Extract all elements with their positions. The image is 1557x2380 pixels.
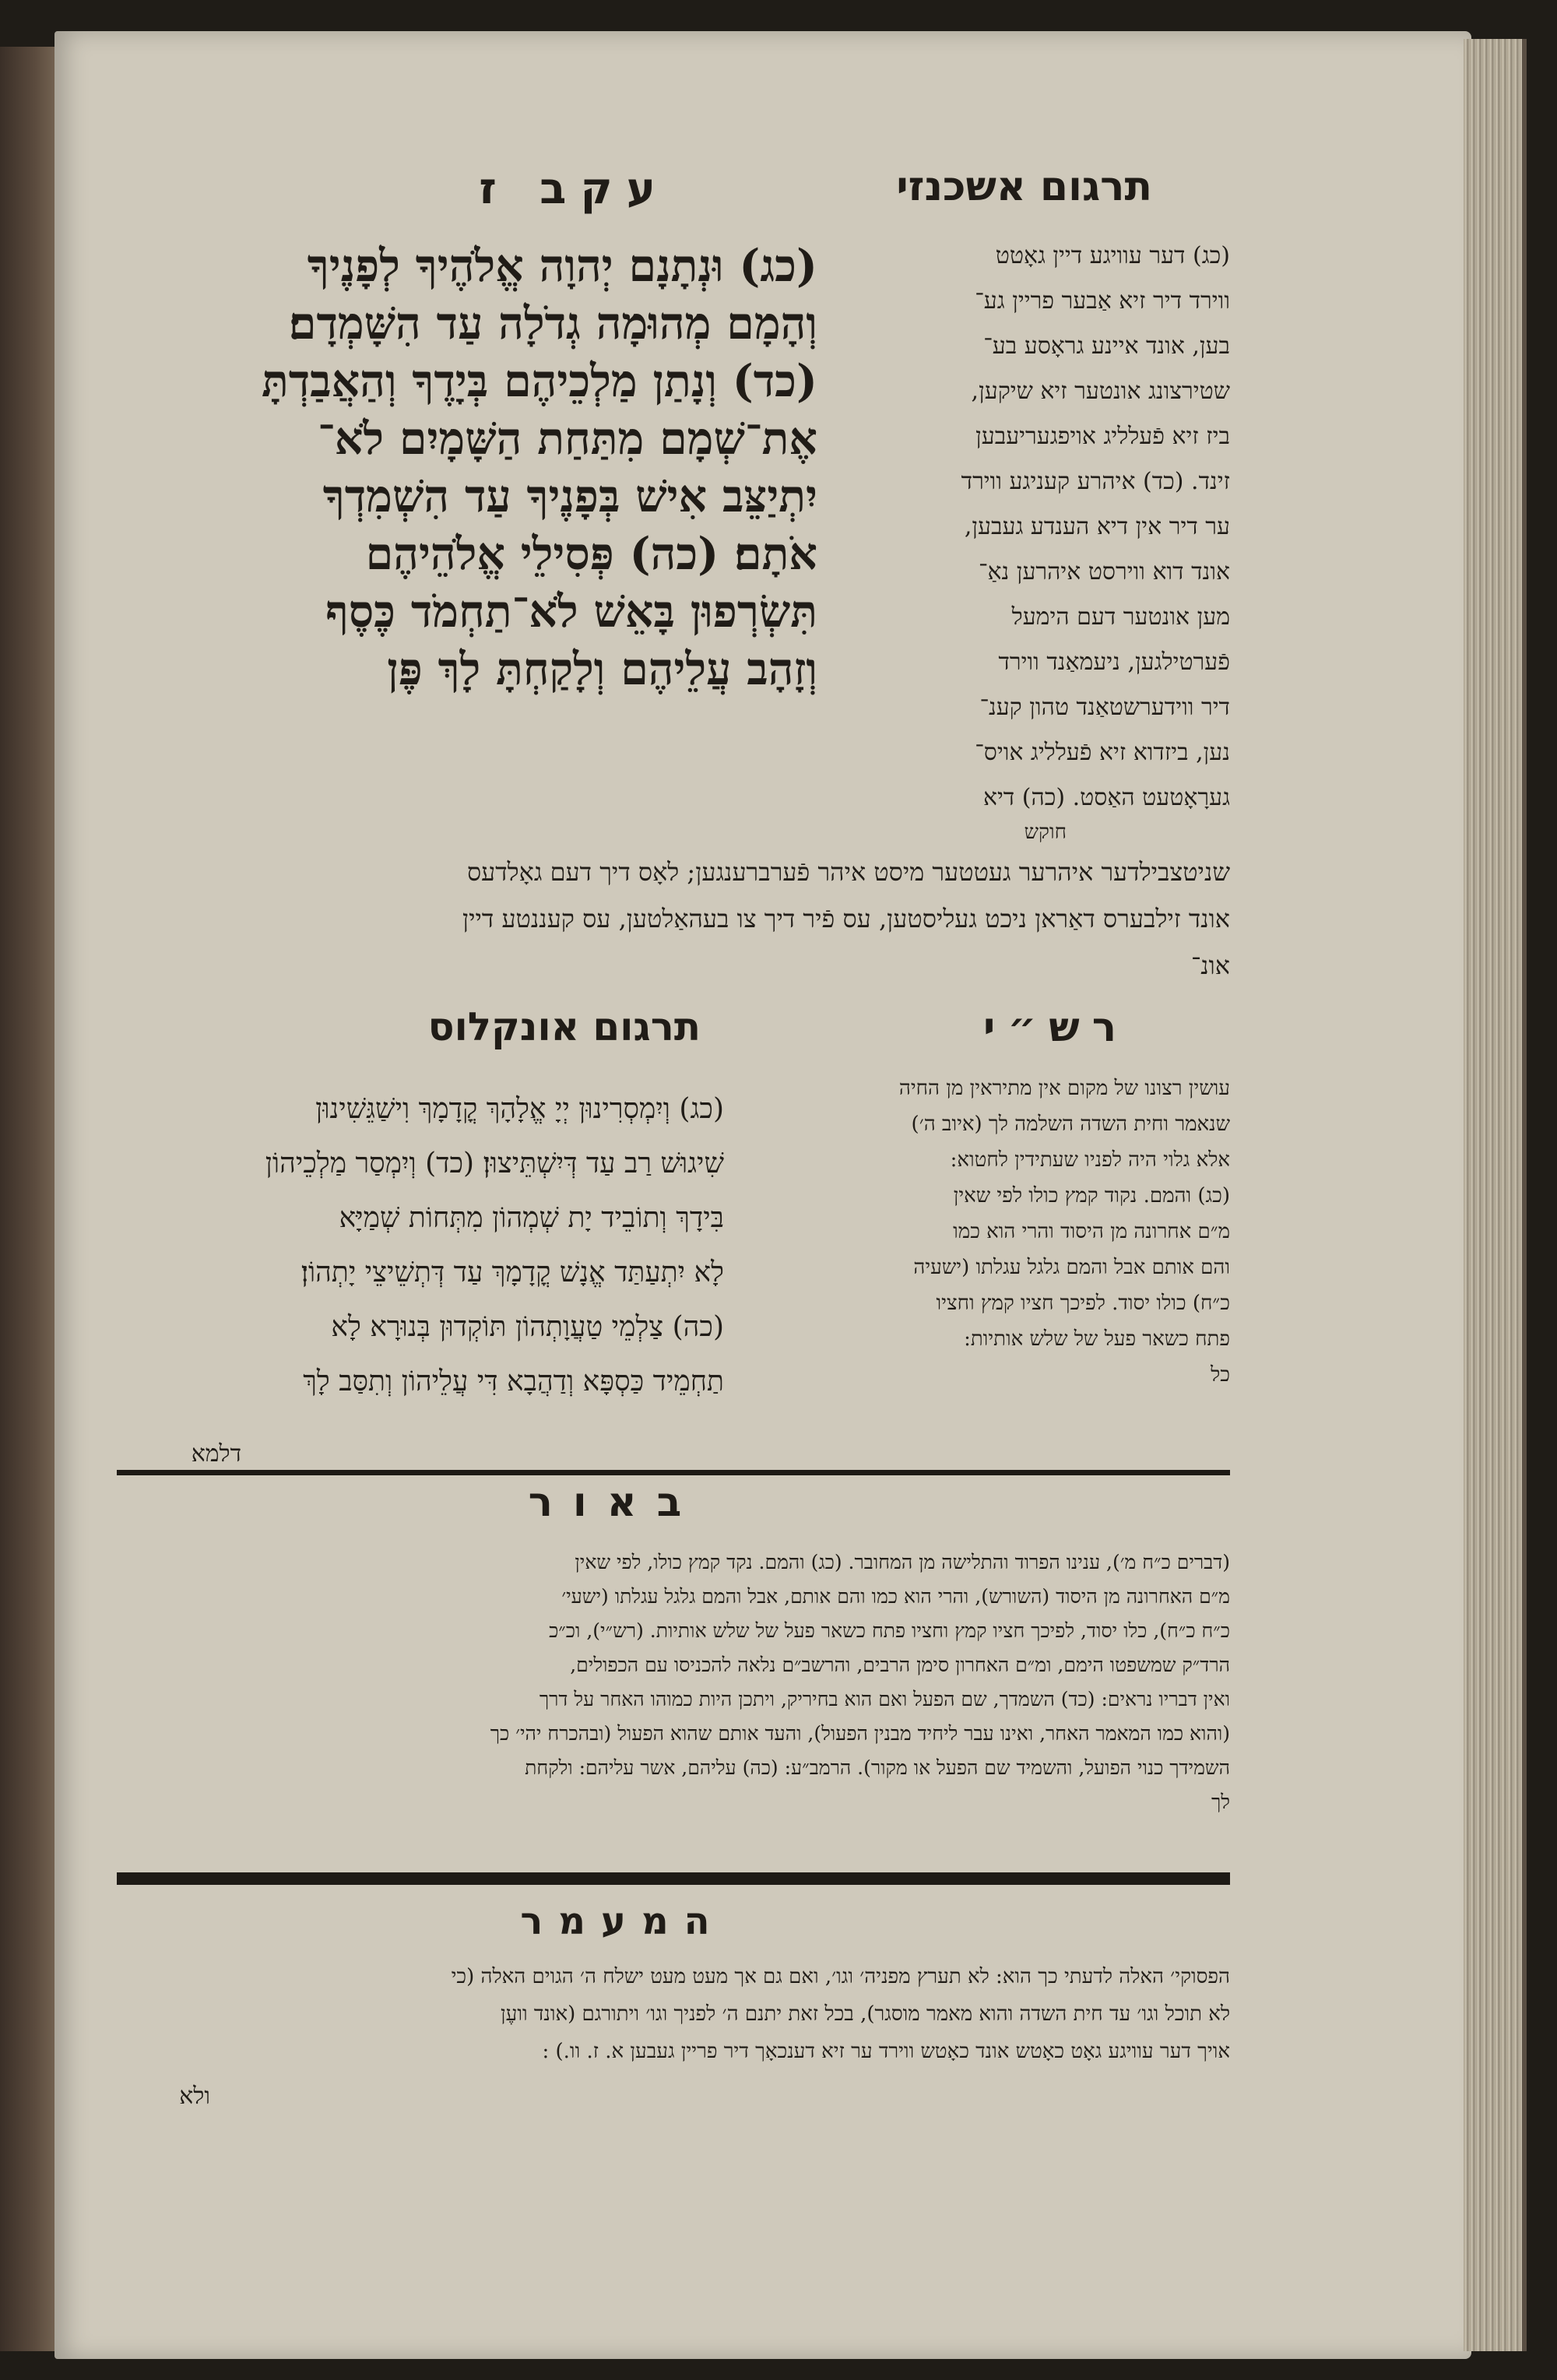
onkelos-line: לָא יִתְעַתַּד אֱנָשׁ קֳדָמָךְ עַד דְּתְשֵׁיצֵי יָתְהוֹן׃: [301, 1257, 724, 1288]
hebrew-text-line: וְהָמָם מְהוּמָה גְדֹלָה עַד הִשָּׁמְדָם׃: [288, 297, 817, 350]
rashi-column: [747, 1070, 1230, 1393]
onkelos-line: בִּידָךְ וְתוֹבֵיד יָת שְׁמְהוֹן מִתְּחוֹת שְׁמַיָּא: [339, 1202, 724, 1234]
onkelos-line: (כג) וְיִמְסְרִינוּן יְיָ אֱלָהָךְ קֳדָמָךְ וִישַׁגֵּשִׁינוּן: [315, 1093, 724, 1125]
onkelos-column: [117, 1082, 724, 1409]
hameamer-line: אויך דער עוויגע גאָט כאָטש אונד כאָטש ווירד ער זיא דענכאָך דיר פריין געבען א. ז. וו.) :: [542, 2040, 1230, 2063]
biur-line: השמידך כנוי הפועל, והשמיד שם הפעל או מקור). הרמב״ע: (כה) עליהם, אשר עליהם: ולקחת: [525, 1756, 1230, 1779]
biur-commentary: [117, 1545, 1230, 1819]
left-page-edge: [0, 47, 62, 2351]
targum-ashkenazi-column: [845, 234, 1230, 821]
rashi-line: (כג) והמם. נקוד קמץ כולו לפי שאין: [953, 1184, 1230, 1208]
hebrew-text-line: תִּשְׂרְפוּן בָּאֵשׁ לֹא־תַחְמֹד כֶּסֶף: [325, 585, 817, 638]
continuation-line: אונד זילבערס דאַראן ניכט געליסטען, עס פֿיר דיך צו בעהאַלטען, עס קעננטע דיין: [462, 904, 1230, 933]
targum-ashkenazi-line: זינד. (כד) איהרע קעניגע ווירד: [961, 468, 1230, 495]
targum-ashkenazi-line: ווירד דיר זיא אַבער פריין גע־: [975, 287, 1230, 315]
rashi-line: שנאמר וחית השדה השלמה לך (איוב ה׳): [911, 1113, 1230, 1136]
rashi-line: כל: [1211, 1363, 1230, 1387]
hebrew-text-line: (כד) וְנָתַן מַלְכֵיהֶם בְּיָדֶךָ וְהַאֲבַדְתָּ: [261, 355, 817, 407]
biur-line: מ״ם האחרונה מן היסוד (השורש), והרי הוא כמו והם אותם, אבל והמם גלגל עגלתו (ישעי׳: [561, 1585, 1230, 1608]
biur-line: הרד״ק שמשפטו הימם, ומ״ם האחרון סימן הרבים, והרשב״ם נלאה להכניסו עם הכפולים,: [570, 1654, 1230, 1676]
targum-ashkenazi-line: בען, אונד איינע גראָסע בע־: [983, 332, 1230, 360]
rashi-line: והם אותם אבל והמם גלגל עגלתו (ישעיה: [913, 1256, 1230, 1279]
section-divider-rule: [117, 1470, 1230, 1475]
rashi-line: אלא גלוי היה לפניו שעתידין לחטוא:: [950, 1148, 1230, 1172]
targum-ashkenazi-line: אונד דוא ווירסט איהרען נאַ־: [979, 558, 1230, 585]
hebrew-torah-text: [117, 237, 817, 698]
hameamer-commentary: [117, 1958, 1230, 2070]
hebrew-text-line: אֹתָם׃ (כה) פְּסִילֵי אֱלֹהֵיהֶם: [365, 528, 817, 580]
thick-divider-rule: [117, 1872, 1230, 1885]
rashi-line: כ״ח) כולו יסוד. לפיכך חציו קמץ וחציו: [936, 1292, 1230, 1315]
rashi-line: פתח כשאר פעל של שלש אותיות:: [964, 1327, 1230, 1351]
hebrew-text-line: (כג) וּנְתָנָם יְהוָה אֱלֹהֶיךָ לְפָנֶיךָ: [307, 240, 817, 292]
biur-heading: באור: [528, 1479, 702, 1526]
rashi-line: מ״ם אחרונה מן היסוד והרי הוא כמו: [953, 1220, 1230, 1243]
page-catchword: ולא: [179, 2083, 210, 2110]
page-fore-edge: [1464, 39, 1527, 2351]
targum-ashkenazi-line: פֿערטילגען, ניעמאַנד ווירד: [998, 649, 1230, 676]
targum-ashkenazi-line: ער דיר אין דיא הענדע געבען,: [964, 513, 1230, 540]
continuation-line: אונ־: [1190, 951, 1230, 980]
biur-line: כ״ח כ״ח), כלו יסוד, לפיכך חציו קמץ וחציו פתח כשאר פעל של שלש אותיות. (רש״י), וכ״כ: [549, 1619, 1230, 1642]
onkelos-catchword: דלמא: [191, 1440, 241, 1468]
targum-ashkenazi-line: נען, ביזדוא זיא פֿעלליג אויס־: [975, 739, 1230, 766]
hebrew-text-line: אֶת־שְׁמָם מִתַּחַת הַשָּׁמָיִם לֹא־: [317, 413, 817, 465]
hameamer-line: הפסוקי׳ האלה לדעתי כך הוא: לא תערץ מפניה׳ וגו׳, ואם גם אך מעט מעט ישלח ה׳ הגוים האלה (כי: [451, 1965, 1230, 1988]
biur-line: ואין דבריו נראים: (כד) השמדך, שם הפעל ואם הוא בחיריק, ויתכן היות כמוהו האחר על דרך: [539, 1688, 1230, 1710]
onkelos-line: תַחְמֵיד כַּסְפָּא וְדַהֲבָא דִּי עֲלֵיהוֹן וְתִסַּב לָךְ: [303, 1366, 724, 1397]
hameamer-line: לא תוכל וגו׳ עד חית השדה והוא מאמר מוסגר), בכל זאת יתנם ה׳ לפניך וגו׳ ויתורגם (אונד וועֶן: [500, 2002, 1230, 2026]
targum-ashkenazi-continuation: [117, 849, 1230, 989]
biur-line: (והוא כמו המאמר האחר, ואינו עבר ליחיד מבנין הפעול), והעד אותם שהוא הפעול (ובהכרח יהי׳ כך: [490, 1722, 1230, 1745]
continuation-line: שניטצבילדער איהרער געטטער מיסט איהר פֿערברענגען; לאָס דיך דעם גאָלדעס: [466, 857, 1230, 887]
hameamer-heading: המעמר: [520, 1900, 726, 1943]
onkelos-heading: תרגום אונקלוס: [427, 1004, 701, 1049]
onkelos-line: (כה) צַלְמֵי טַעֲוָתְהוֹן תּוֹקְדוּן בְּנוּרָא לָא: [331, 1311, 724, 1343]
onkelos-line: שִׁיגוּשׁ רַב עַד דְּיִשְׁתֵּיצוּן׃ (כד) וְיִמְסַר מַלְכֵיהוֹן: [265, 1148, 724, 1179]
rashi-heading: רש״י: [983, 1004, 1129, 1051]
targum-ashkenazi-line: דיר ווידערשטאַנד טהון קענ־: [979, 694, 1230, 721]
header-parasha-title: עקב ז: [479, 163, 670, 214]
biur-line: (דברים כ״ח מ׳), ענינו הפרוד והתלישה מן המחובר. (כג) והמם. נקד קמץ כולו, לפי שאין: [575, 1551, 1230, 1573]
small-word-above-line: חוקש: [1024, 821, 1067, 844]
targum-ashkenazi-line: מען אונטער דעם הימעל: [1011, 603, 1230, 631]
targum-ashkenazi-line: (כג) דער עוויגע דיין גאָטט: [995, 242, 1230, 269]
hebrew-text-line: יִתְיַצֵּב אִישׁ בְּפָנֶיךָ עַד הִשְׁמִדְךָ: [322, 470, 817, 522]
hebrew-text-line: וְזָהָב עֲלֵיהֶם וְלָקַחְתָּ לָךְ פֶּן: [387, 643, 817, 695]
header-title-targum-ashkenazi: תרגום אשכנזי: [896, 163, 1152, 210]
rashi-line: עושין רצונו של מקום אין מתיראין מן החיה: [898, 1077, 1230, 1100]
targum-ashkenazi-line: גערָאָטעט האַסט. (כה) דיא: [982, 784, 1230, 811]
targum-ashkenazi-line: שטירצונג אונטער זיא שיקען,: [971, 378, 1230, 405]
biur-line: לך: [1211, 1791, 1230, 1813]
targum-ashkenazi-line: ביז זיא פֿעלליג אויפגעריעבען: [975, 423, 1230, 450]
